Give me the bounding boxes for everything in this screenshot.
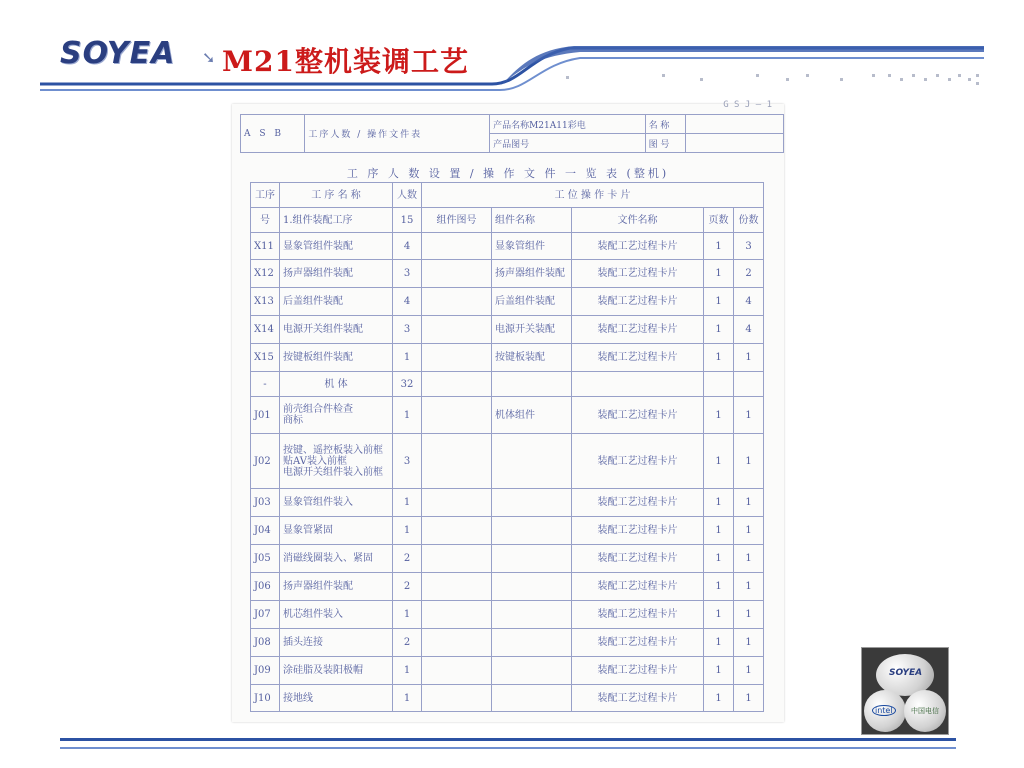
cell-copies: 1 [734, 344, 764, 372]
cell-pages: 1 [704, 601, 734, 629]
cell-pages: 1 [704, 344, 734, 372]
cell-count: 3 [393, 434, 422, 489]
cell-pages: 1 [704, 685, 734, 712]
cell-part: 按键板装配 [492, 344, 572, 372]
section-row [251, 372, 764, 397]
cell-drawing [422, 397, 492, 434]
cell-name: 电源开关组件装配 [280, 316, 393, 344]
cell-drawing [422, 316, 492, 344]
col-header: 工 序 名 称 [280, 183, 393, 208]
cell-no: J06 [251, 573, 280, 601]
cell-count: 3 [393, 260, 422, 288]
cell-name: 消磁线圈装入、紧固 [280, 545, 393, 573]
cell-copies: 3 [734, 233, 764, 260]
cell-file: 装配工艺过程卡片 [572, 260, 704, 288]
slide-header [0, 0, 1024, 100]
cell-count: 2 [393, 545, 422, 573]
cell-file: 装配工艺过程卡片 [572, 573, 704, 601]
cell-file: 装配工艺过程卡片 [572, 397, 704, 434]
cell-drawing [422, 489, 492, 517]
cell-copies: 2 [734, 260, 764, 288]
cell-count: 2 [393, 573, 422, 601]
col-header: 页数 [704, 208, 734, 233]
cell-pages: 1 [704, 397, 734, 434]
cell-file: 装配工艺过程卡片 [572, 685, 704, 712]
cell-copies: 4 [734, 288, 764, 316]
cell-file: 装配工艺过程卡片 [572, 517, 704, 545]
cell-pages: 1 [704, 573, 734, 601]
cell-name: 显象管组件装配 [280, 233, 393, 260]
cell-file: 装配工艺过程卡片 [572, 288, 704, 316]
cell-no: J09 [251, 657, 280, 685]
intel-logo-text: intel [872, 705, 896, 716]
arrow-icon: ➘ [202, 48, 216, 67]
cell-file: 装配工艺过程卡片 [572, 629, 704, 657]
cell-name: 扬声器组件装配 [280, 573, 393, 601]
cell-pages: 1 [704, 545, 734, 573]
telecom-logo-text: 中国电信 [911, 707, 939, 715]
cell-count: 4 [393, 288, 422, 316]
table-row [251, 344, 764, 372]
brand-image [861, 647, 949, 735]
name-label: 名 称 [645, 115, 686, 134]
cell-copies: 1 [734, 629, 764, 657]
cell-pages: 1 [704, 233, 734, 260]
table-row [251, 489, 764, 517]
cell-copies: 1 [734, 573, 764, 601]
cell-copies: 4 [734, 316, 764, 344]
cell-copies: 1 [734, 517, 764, 545]
col-header: 号 [251, 208, 280, 233]
page-title: M21整机装调工艺 [222, 45, 469, 78]
cell-name: 插头连接 [280, 629, 393, 657]
form-title: 工序人数 / 操作文件表 [305, 115, 490, 153]
table-row [251, 397, 764, 434]
cell-copies: 1 [734, 489, 764, 517]
cell-no: J08 [251, 629, 280, 657]
table-row [251, 233, 764, 260]
cell-pages: 1 [704, 434, 734, 489]
cell-part [492, 601, 572, 629]
col-header: 人数 [393, 183, 422, 208]
cell-copies: 1 [734, 685, 764, 712]
cell-no: X14 [251, 316, 280, 344]
section-name: 1.组件装配工序 [280, 208, 393, 233]
table-header-row [251, 183, 764, 208]
cell-name: 扬声器组件装配 [280, 260, 393, 288]
cell-drawing [422, 545, 492, 573]
cell-pages: 1 [704, 517, 734, 545]
cell-count: 1 [393, 601, 422, 629]
cell-part: 机体组件 [492, 397, 572, 434]
cell-count: 1 [393, 489, 422, 517]
table-row [251, 685, 764, 712]
cell-copies: 1 [734, 397, 764, 434]
cell-part: 后盖组件装配 [492, 288, 572, 316]
cell-no: J05 [251, 545, 280, 573]
cell-copies: 1 [734, 434, 764, 489]
table-row [251, 288, 764, 316]
cell-copies: 1 [734, 657, 764, 685]
cell-no: J01 [251, 397, 280, 434]
telecom-ball [904, 690, 946, 732]
cell-pages: 1 [704, 489, 734, 517]
cell-part: 电源开关装配 [492, 316, 572, 344]
col-header: 份数 [734, 208, 764, 233]
cell-count: 1 [393, 517, 422, 545]
cell-part [492, 517, 572, 545]
table-row [251, 316, 764, 344]
cell-part [492, 573, 572, 601]
cell-count: 4 [393, 233, 422, 260]
cell-no: J03 [251, 489, 280, 517]
cell-part [492, 545, 572, 573]
drawing-value [686, 134, 784, 153]
table-row [251, 657, 764, 685]
cell-pages: 1 [704, 316, 734, 344]
cell-file: 装配工艺过程卡片 [572, 545, 704, 573]
cell-file: 装配工艺过程卡片 [572, 657, 704, 685]
section-no: - [251, 372, 280, 397]
cell-no: X11 [251, 233, 280, 260]
cell-drawing [422, 629, 492, 657]
cell-drawing [422, 685, 492, 712]
section-count: 15 [393, 208, 422, 233]
cell-name: 按键板组件装配 [280, 344, 393, 372]
cell-part: 扬声器组件装配 [492, 260, 572, 288]
col-header: 工 位 操 作 卡 片 [422, 183, 764, 208]
cell-copies: 1 [734, 601, 764, 629]
cell-drawing [422, 573, 492, 601]
cell-part [492, 434, 572, 489]
col-header: 文件名称 [572, 208, 704, 233]
cell-file: 装配工艺过程卡片 [572, 316, 704, 344]
cell-name: 涂硅脂及装阳极帽 [280, 657, 393, 685]
process-table [250, 182, 764, 712]
table-row [251, 434, 764, 489]
cell-count: 2 [393, 629, 422, 657]
cell-drawing [422, 601, 492, 629]
cell-file: 装配工艺过程卡片 [572, 344, 704, 372]
cell-file: 装配工艺过程卡片 [572, 233, 704, 260]
body-rows [251, 397, 764, 712]
table-row [251, 629, 764, 657]
cell-name: 显象管紧固 [280, 517, 393, 545]
cell-pages: 1 [704, 629, 734, 657]
cell-name: 按键、遥控板装入前框 贴AV装入前框 电源开关组件装入前框 [280, 434, 393, 489]
component-rows [251, 233, 764, 372]
cell-name: 后盖组件装配 [280, 288, 393, 316]
scanned-document [232, 100, 784, 722]
section-count: 32 [393, 372, 422, 397]
cell-file: 装配工艺过程卡片 [572, 434, 704, 489]
cell-pages: 1 [704, 260, 734, 288]
table-row [251, 601, 764, 629]
footer-divider [60, 738, 956, 749]
table-row [251, 260, 764, 288]
product-name-label: 产品名称 [493, 120, 530, 131]
cell-count: 1 [393, 397, 422, 434]
cell-count: 1 [393, 344, 422, 372]
cell-pages: 1 [704, 657, 734, 685]
cell-no: J04 [251, 517, 280, 545]
cell-part [492, 629, 572, 657]
cell-drawing [422, 344, 492, 372]
cell-name: 接地线 [280, 685, 393, 712]
section-name: 机 体 [280, 372, 393, 397]
cell-no: X15 [251, 344, 280, 372]
document-header-table [240, 114, 784, 153]
cell-count: 1 [393, 685, 422, 712]
drawing-label: 图 号 [645, 134, 686, 153]
company-code: A S B [241, 115, 305, 153]
brand-logo-text: SOYEA [889, 668, 923, 678]
cell-file: 装配工艺过程卡片 [572, 489, 704, 517]
cell-count: 1 [393, 657, 422, 685]
cell-name: 前壳组合件检查 商标 [280, 397, 393, 434]
col-header: 工序 [251, 183, 280, 208]
document-subtitle: 工 序 人 数 设 置 / 操 作 文 件 一 览 表 (整机) [346, 167, 670, 180]
cell-no: X12 [251, 260, 280, 288]
table-subheader-row [251, 208, 764, 233]
cell-name: 显象管组件装入 [280, 489, 393, 517]
table-row [251, 573, 764, 601]
cell-drawing [422, 434, 492, 489]
table-row [251, 517, 764, 545]
cell-no: J02 [251, 434, 280, 489]
cell-no: J10 [251, 685, 280, 712]
cell-name: 机芯组件装入 [280, 601, 393, 629]
cell-no: J07 [251, 601, 280, 629]
document-code: G S J — 1 [723, 100, 772, 110]
cell-drawing [422, 233, 492, 260]
cell-no: X13 [251, 288, 280, 316]
cell-drawing [422, 517, 492, 545]
cell-part [492, 489, 572, 517]
col-header: 组件图号 [422, 208, 492, 233]
cell-part [492, 657, 572, 685]
cell-drawing [422, 657, 492, 685]
intel-ball [864, 690, 906, 732]
table-row [251, 545, 764, 573]
name-value [686, 115, 784, 134]
cell-part [492, 685, 572, 712]
cell-drawing [422, 260, 492, 288]
col-header: 组件名称 [492, 208, 572, 233]
cell-count: 3 [393, 316, 422, 344]
cell-pages: 1 [704, 288, 734, 316]
product-name-value: M21A11彩电 [529, 120, 586, 131]
cell-file: 装配工艺过程卡片 [572, 601, 704, 629]
cell-drawing [422, 288, 492, 316]
cell-copies: 1 [734, 545, 764, 573]
product-code-label: 产品图号 [490, 134, 646, 153]
soyea-logo: SOYEA [60, 36, 176, 71]
cell-part: 显象管组件 [492, 233, 572, 260]
